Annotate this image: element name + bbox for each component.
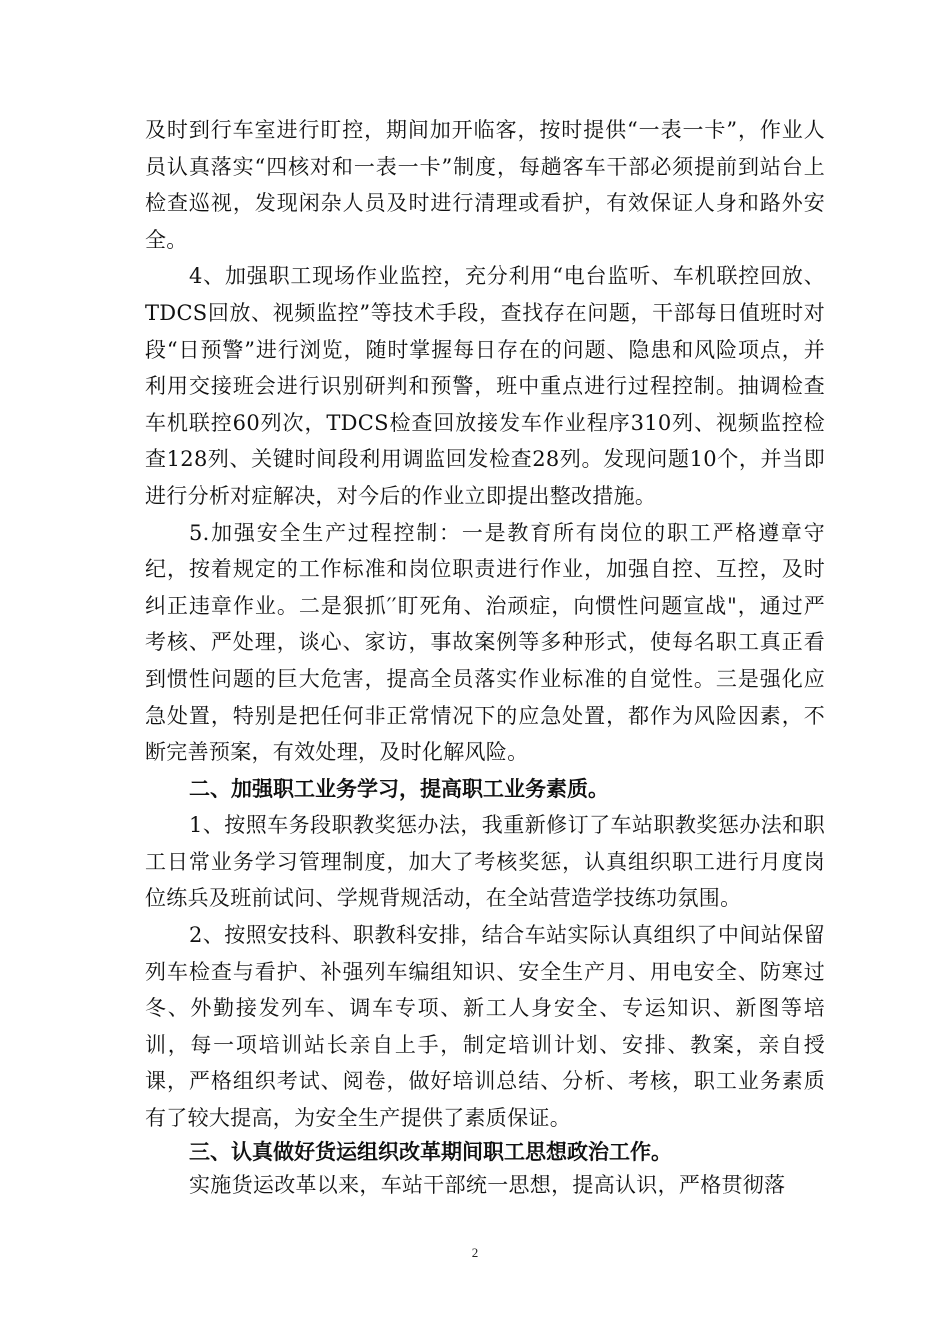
section-heading-3: 三、认真做好货运组织改革期间职工思想政治工作。 [189,1138,672,1164]
section-heading-2: 二、加强职工业务学习，提高职工业务素质。 [189,775,609,801]
body-paragraph-reform: 实施货运改革以来，车站干部统一思想，提高认识，严格贯彻落 [189,1172,786,1197]
body-paragraph-1: 及时到行车室进行盯控，期间加开临客，按时提供“一表一卡”，作业人员认真落实“四核对和一表一卡”制度，每趟客车干部必须提前到站台上检查巡视，发现闲杂人员及时进行清理或看护，有效保证人身和路外安全。 [145,118,825,252]
page-number: 2 [471,1245,479,1260]
document-page [145,112,825,1203]
body-paragraph-process-control: 5.加强安全生产过程控制：一是教育所有岗位的职工严格遵章守纪，按着规定的工作标准和岗位职责进行作业，加强自控、互控，及时纠正违章作业。二是狠抓′′盯死角、治顽症，向惯性问题宣战"，通过严考核、严处理，谈心、家访，事故案例等多种形式，使每名职工真正看到惯性问题的巨大危害，提高全员落实作业标准的自觉性。三是强化应急处置，特别是把任何非正常情况下的应急处置，都作为风险因素，不断完善预案，有效处理，及时化解风险。 [145,520,825,765]
body-paragraph-training-programs: 2、按照安技科、职教科安排，结合车站实际认真组织了中间站保留列车检查与看护、补强列车编组知识、安全生产月、用电安全、防寒过冬、外勤接发列车、调车专项、新工人身安全、专运知识、新图等培训，每一项培训站长亲自上手，制定培训计划、安排、教案，亲自授课，严格组织考试、阅卷，做好培训总结、分析、考核，职工业务素质有了较大提高，为安全生产提供了素质保证。 [145,923,825,1131]
body-paragraph-monitoring: 4、加强职工现场作业监控，充分利用“电台监听、车机联控回放、TDCS回放、视频监控”等技术手段，查找存在问题，干部每日值班时对段“日预警”进行浏览，随时掌握每日存在的问题、隐患和风险项点，并利用交接班会进行识别研判和预警，班中重点进行过程控制。抽调检查车机联控60列次，TDCS检查回放接发车作业程序310列、视频监控检查128列、关键时间段利用调监回发检查28列。发现问题10个，并当即进行分析对症解决，对今后的作业立即提出整改措施。 [145,264,825,508]
body-paragraph-training-rules: 1、按照车务段职教奖惩办法，我重新修订了车站职教奖惩办法和职工日常业务学习管理制度，加大了考核奖惩，认真组织职工进行月度岗位练兵及班前试问、学规背规活动，在全站营造学技练功氛围。 [145,813,825,911]
